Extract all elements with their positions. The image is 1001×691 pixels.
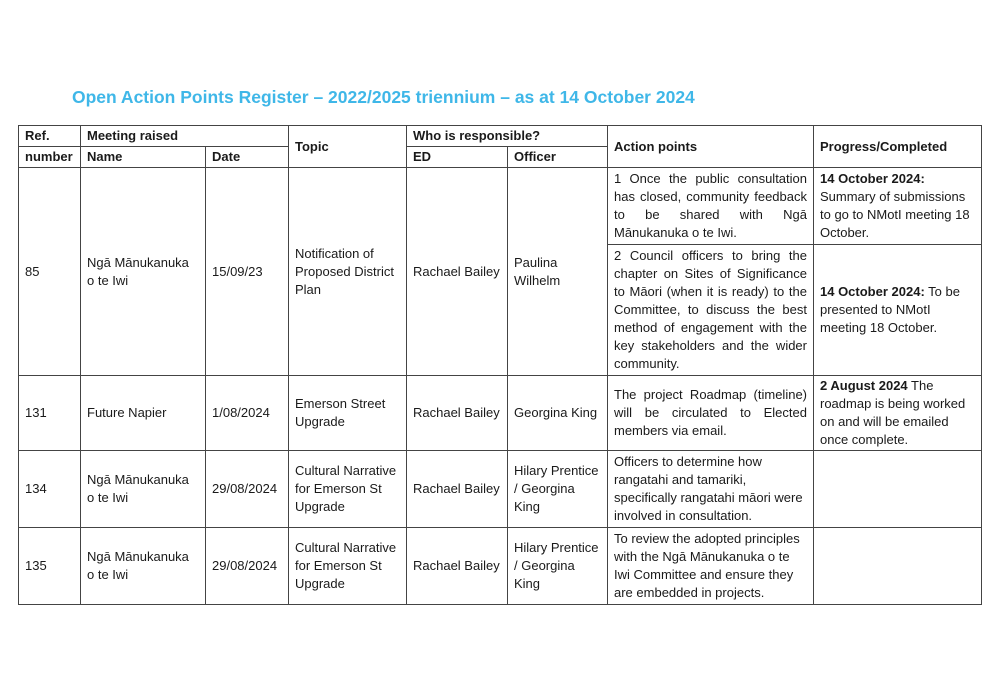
cell-action: Officers to determine how rangatahi and tamariki, specifically rangatahi māori were involved in consultation. [608, 451, 814, 528]
cell-ed: Rachael Bailey [407, 376, 508, 451]
progress-text: Summary of submissions to go to NMotI meeting 18 October. [820, 189, 970, 240]
cell-officer: Hilary Prentice / Georgina King [508, 451, 608, 528]
page-title: Open Action Points Register – 2022/2025 triennium – as at 14 October 2024 [72, 87, 695, 107]
table-row [19, 168, 982, 245]
cell-ed: Rachael Bailey [407, 528, 508, 605]
cell-ed: Rachael Bailey [407, 451, 508, 528]
cell-progress [814, 245, 982, 376]
cell-ref: 131 [19, 376, 81, 451]
cell-date: 29/08/2024 [206, 451, 289, 528]
table-row [19, 376, 982, 451]
cell-action: To review the adopted principles with the Ngā Mānukanuka o te Iwi Committee and ensure they are embedded in projects. [608, 528, 814, 605]
cell-officer: Georgina King [508, 376, 608, 451]
header-date: Date [206, 147, 289, 168]
cell-progress [814, 528, 982, 605]
header-progress: Progress/Completed [814, 126, 982, 168]
header-row-1 [19, 126, 982, 147]
cell-ref: 85 [19, 168, 81, 376]
cell-date: 15/09/23 [206, 168, 289, 376]
cell-name: Ngā Mānukanuka o te Iwi [81, 528, 206, 605]
cell-date: 1/08/2024 [206, 376, 289, 451]
cell-officer: Paulina Wilhelm [508, 168, 608, 376]
cell-date: 29/08/2024 [206, 528, 289, 605]
cell-ed: Rachael Bailey [407, 168, 508, 376]
cell-action: The project Roadmap (timeline) will be circulated to Elected members via email. [608, 376, 814, 451]
header-ref-label: Ref. [25, 128, 50, 143]
action-points-table [18, 125, 982, 605]
header-ed: ED [407, 147, 508, 168]
header-ref-number: number [19, 147, 81, 168]
cell-name: Future Napier [81, 376, 206, 451]
header-name: Name [81, 147, 206, 168]
cell-topic: Notification of Proposed District Plan [289, 168, 407, 376]
header-ref [19, 126, 81, 147]
header-meeting-raised: Meeting raised [81, 126, 289, 147]
header-topic: Topic [289, 126, 407, 168]
cell-officer: Hilary Prentice / Georgina King [508, 528, 608, 605]
table-row [19, 451, 982, 528]
table-row [19, 528, 982, 605]
cell-name: Ngā Mānukanuka o te Iwi [81, 451, 206, 528]
cell-progress [814, 168, 982, 245]
progress-date: 2 August 2024 [820, 378, 908, 393]
cell-action: 1 Once the public consultation has closed, community feedback to be shared with Ngā Mānukanuka o te Iwi. [608, 168, 814, 245]
cell-topic: Emerson Street Upgrade [289, 376, 407, 451]
cell-ref: 134 [19, 451, 81, 528]
header-who-responsible: Who is responsible? [407, 126, 608, 147]
cell-ref: 135 [19, 528, 81, 605]
cell-progress [814, 451, 982, 528]
progress-text: To be presented to NMotI meeting 18 October. [820, 284, 960, 335]
cell-topic: Cultural Narrative for Emerson St Upgrade [289, 451, 407, 528]
header-action-points: Action points [608, 126, 814, 168]
progress-date: 14 October 2024: [820, 171, 925, 186]
cell-name: Ngā Mānukanuka o te Iwi [81, 168, 206, 376]
progress-text: The roadmap is being worked on and will be emailed once complete. [820, 378, 966, 447]
header-officer: Officer [508, 147, 608, 168]
progress-date: 14 October 2024: [820, 284, 925, 299]
cell-topic: Cultural Narrative for Emerson St Upgrade [289, 528, 407, 605]
cell-action: 2 Council officers to bring the chapter on Sites of Significance to Māori (when it is ready) to the Committee, to discuss the best method of engagement with the key stakeholders and the wider community. [608, 245, 814, 376]
cell-progress [814, 376, 982, 451]
